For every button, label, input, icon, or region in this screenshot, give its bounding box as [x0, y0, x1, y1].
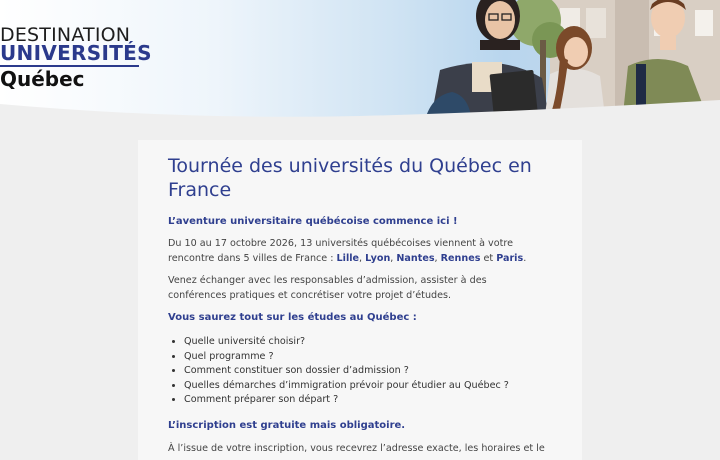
- separator: .: [523, 252, 527, 264]
- separator: ,: [434, 252, 441, 264]
- header-banner: [0, 0, 720, 124]
- separator: ,: [390, 252, 397, 264]
- city-lyon: Lyon: [365, 252, 391, 264]
- questions-list: [168, 335, 548, 408]
- registration-note: L’inscription est gratuite mais obligatoire.: [168, 419, 406, 431]
- list-item: • Quelles démarches d’immigration prévoir pour étudier au Québec ?: [184, 379, 548, 394]
- subheading: Vous saurez tout sur les études au Québec :: [168, 312, 417, 323]
- separator: ,: [359, 252, 366, 264]
- list-item: • Comment préparer son départ ?: [184, 393, 548, 408]
- logo-line-universites: UNIVERSITÉS: [0, 41, 152, 65]
- city-paris: Paris: [496, 252, 524, 264]
- city-rennes: Rennes: [440, 252, 481, 264]
- city-lille: Lille: [336, 252, 360, 264]
- list-item: • Quelle université choisir?: [184, 335, 548, 350]
- page-title: Tournée des universités du Québec en France: [168, 155, 532, 201]
- exchange-paragraph: Venez échanger avec les responsables d’admission, assister à des conférences pratiques et concrétiser votre projet d’études.: [168, 275, 487, 301]
- logo-line-destination: DESTINATION: [0, 24, 131, 46]
- list-item: • Quel programme ?: [184, 350, 548, 365]
- city-nantes: Nantes: [396, 252, 435, 264]
- article-content: [168, 154, 548, 456]
- cut-paragraph: À l’issue de votre inscription, vous recevrez l’adresse exacte, les horaires et le: [168, 442, 545, 454]
- banner-wave: [0, 86, 720, 124]
- dates-paragraph: [168, 237, 548, 266]
- logo-line-quebec: Québec: [0, 67, 85, 91]
- separator: et: [480, 252, 497, 264]
- list-item: • Comment constituer son dossier d’admission ?: [184, 364, 548, 379]
- lead-text: L’aventure universitaire québécoise commence ici !: [168, 216, 458, 227]
- dates-text: Du 10 au 17 octobre 2026, 13 universités québécoises viennent à votre rencontre dans 5 villes de France :: [168, 238, 513, 264]
